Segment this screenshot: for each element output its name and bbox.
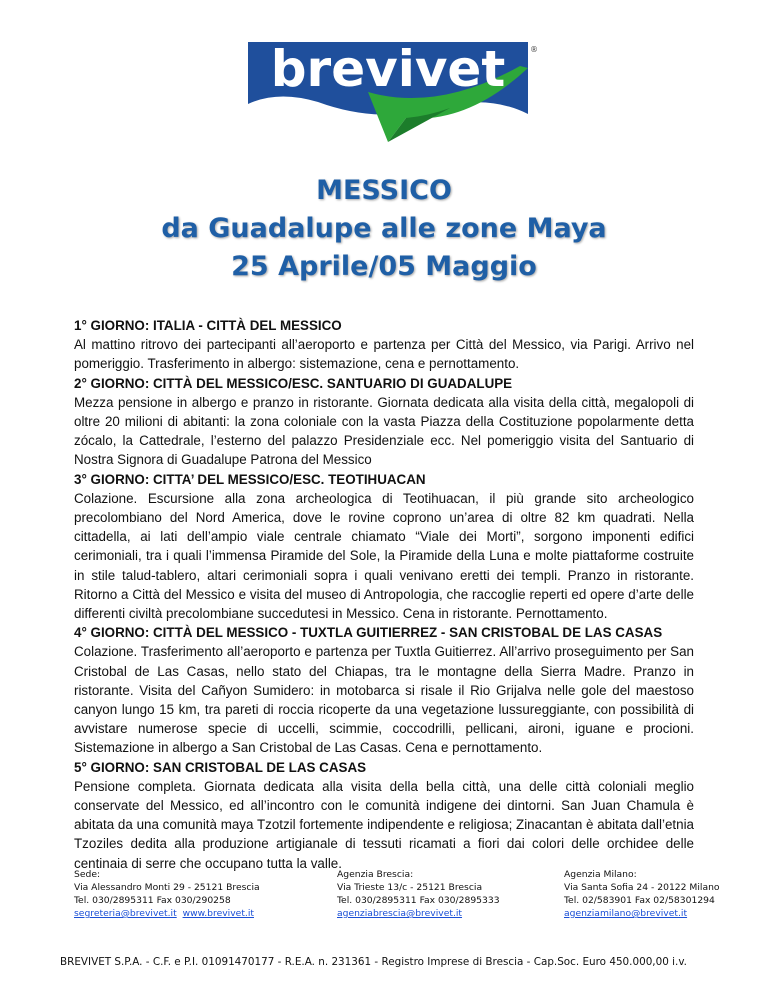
trip-title-block	[0, 172, 768, 286]
title-route: da Guadalupe alle zone Maya	[161, 213, 607, 244]
day-description: Al mattino ritrovo dei partecipanti all’aeroporto e partenza per Città del Messico, via Parigi. Arrivo nel pomeriggio. Trasferimento in albergo: sistemazione, cena e pernottamento.	[74, 337, 694, 372]
day-heading: 4° GIORNO: CITTÀ DEL MESSICO - TUXTLA GUITIERREZ - SAN CRISTOBAL DE LAS CASAS	[74, 625, 663, 641]
office-phone: Tel. 030/2895311 Fax 030/2895333	[337, 895, 500, 906]
office-label: Sede:	[74, 869, 101, 880]
email-link[interactable]: agenziamilano@brevivet.it	[564, 908, 688, 919]
office-label: Agenzia Brescia:	[337, 869, 414, 880]
day-heading: 2° GIORNO: CITTÀ DEL MESSICO/ESC. SANTUARIO DI GUADALUPE	[74, 375, 513, 391]
office-address: Via Santa Sofia 24 - 20122 Milano	[564, 882, 720, 893]
office-address: Via Alessandro Monti 29 - 25121 Brescia	[74, 882, 260, 893]
footer-sede	[74, 868, 260, 920]
office-phone: Tel. 030/2895311 Fax 030/290258	[74, 895, 231, 906]
day-description: Colazione. Trasferimento all’aeroporto e partenza per Tuxtla Guitierrez. All’arrivo proseguimento per San Cristobal de Las Casas, nello stato del Chiapas, tra le montagne della Sierra Madre. Pranzo in ristorante. Visita del Cañyon Sumidero: in motobarca si risale il Rio Grijalva nelle gole del maestoso canyon lungo 15 km, tra pareti di roccia ricoperte da una vegetazione lussureggiante, con possibilità di avvistare numerose specie di uccelli, scimmie, coccodrilli, pellicani, aironi, iguane e procioni. Sistemazione in albergo a San Cristobal de Las Casas. Cena e pernottamento.	[74, 644, 694, 756]
day-heading: 1° GIORNO: ITALIA - CITTÀ DEL MESSICO	[74, 318, 342, 333]
day-3	[74, 470, 694, 624]
day-heading: 5° GIORNO: SAN CRISTOBAL DE LAS CASAS	[74, 759, 367, 775]
day-description: Pensione completa. Giornata dedicata alla visita della bella città, una delle città coloniali meglio conservate del Messico, ed all’incontro con le comunità indigene dei dintorni. San Juan Chamula è abitata da una comunità maya Tzotzil fortemente indipendente e religiosa; Zinacantan è abitata dall’etnia Tzoziles dedita alla produzione artigianale di tessuti ricamati a fiori dai colori delle orchidee delle centinaia di serre che occupano tutta la valle.	[74, 778, 694, 871]
email-link[interactable]: segreteria@brevivet.it	[74, 908, 177, 919]
day-4	[74, 623, 694, 757]
day-2	[74, 374, 694, 470]
svg-text:®: ®	[530, 45, 538, 54]
itinerary	[74, 316, 694, 873]
email-link[interactable]: agenziabrescia@brevivet.it	[337, 908, 463, 919]
svg-text:brevivet: brevivet	[270, 40, 506, 98]
footer-brescia	[337, 868, 500, 920]
office-label: Agenzia Milano:	[564, 869, 637, 880]
brevivet-logo	[238, 38, 538, 150]
website-link[interactable]: www.brevivet.it	[182, 908, 254, 919]
title-destination: MESSICO	[316, 175, 452, 206]
title-dates: 25 Aprile/05 Maggio	[231, 251, 537, 282]
brevivet-logo-graphic	[238, 38, 538, 150]
day-1	[74, 316, 694, 374]
office-address: Via Trieste 13/c - 25121 Brescia	[337, 882, 483, 893]
day-5	[74, 758, 694, 873]
company-legal-line: BREVIVET S.P.A. - C.F. e P.I. 01091470177 - R.E.A. n. 231361 - Registro Imprese di Brescia - Cap.Soc. Euro 450.000,00 i.v.	[60, 956, 687, 968]
footer-milano	[564, 868, 720, 920]
day-description: Mezza pensione in albergo e pranzo in ristorante. Giornata dedicata alla visita della città, megalopoli di oltre 20 milioni di abitanti: la zona coloniale con la vasta Piazza della Costituzione popolarmente detta zócalo, la Cattedrale, l’esterno del palazzo Presidenziale ecc. Nel pomeriggio visita del Santuario di Nostra Signora di Guadalupe Patrona del Messico	[74, 394, 694, 468]
day-heading: 3° GIORNO: CITTA’ DEL MESSICO/ESC. TEOTIHUACAN	[74, 471, 426, 487]
office-phone: Tel. 02/583901 Fax 02/58301294	[564, 895, 715, 906]
day-description: Colazione. Escursione alla zona archeologica di Teotihuacan, il più grande sito archeologico precolombiano del Nord America, dove le rovine coprono un’area di oltre 82 km quadrati. Nella cittadella, ai lati dell’ampio viale centrale chiamato “Viale dei Morti”, sorgono imponenti edifici cerimoniali, tra i quali l’immensa Piramide del Sole, la Piramide della Luna e molte piattaforme costruite in stile talud-tablero, altari cerimoniali sopra i quali venivano eretti dei templi. Pranzo in ristorante. Ritorno a Città del Messico e visita del museo di Antropologia, che raccoglie reperti ed opere d’arte delle differenti civiltà precolombiane succedutesi in Messico. Cena in ristorante. Pernottamento.	[74, 490, 694, 622]
